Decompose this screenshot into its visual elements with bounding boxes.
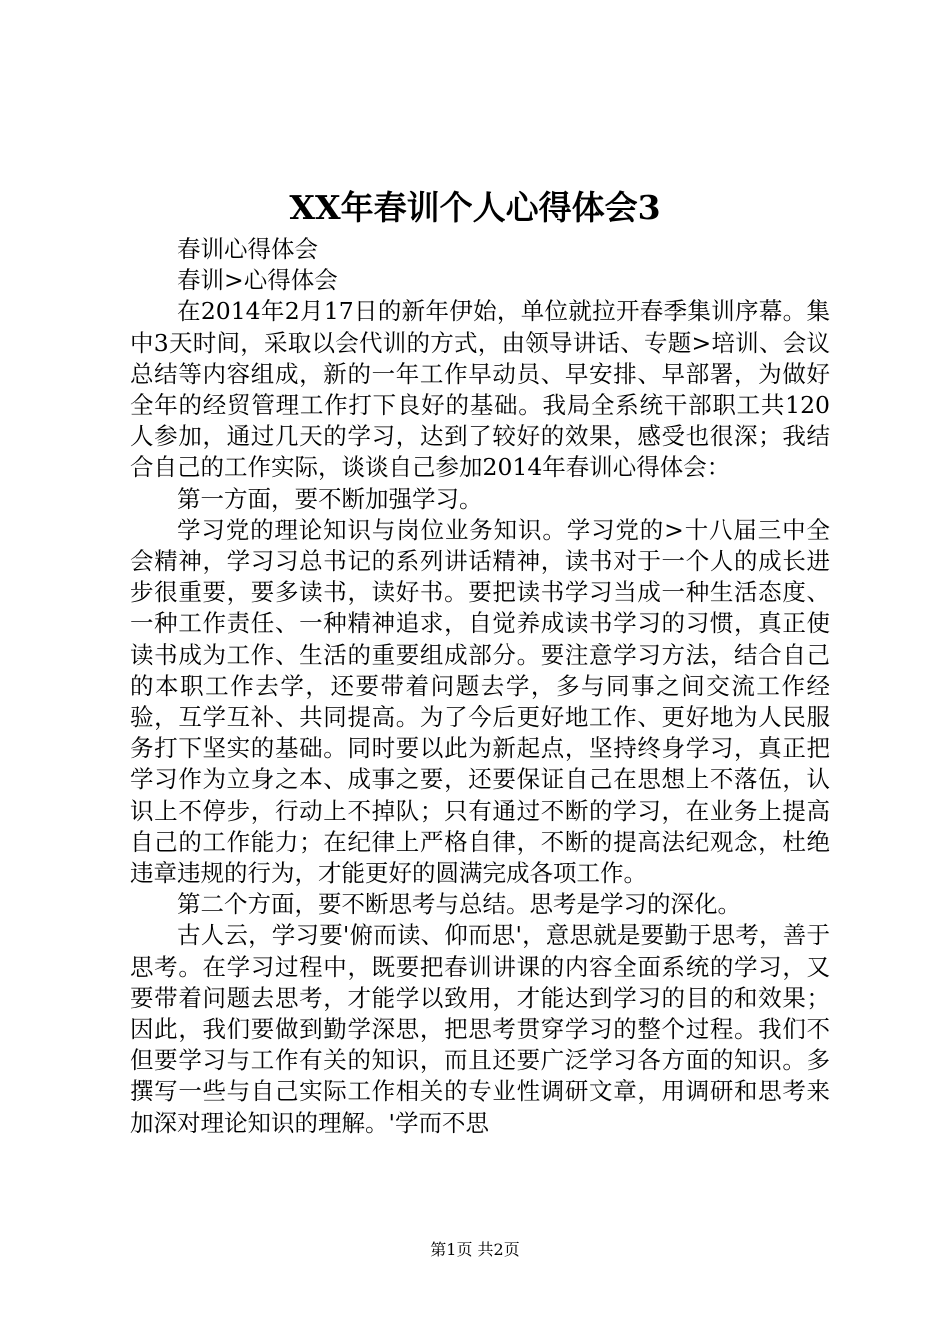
paragraph: 古人云，学习要'俯而读、仰而思'，意思就是要勤于思考，善于思考。在学习过程中，既要把春训讲课的内容全面系统的学习，又要带着问题去思考，才能学以致用，才能达到学习的目的和效果；因此，我们要做到勤学深思，把思考贯穿学习的整个过程。我们不但要学习与工作有关的知识，而且还要广泛学习各方面的知识。多撰写一些与自己实际工作相关的专业性调研文章，用调研和思考来加深对理论知识的理解。'学而不思	[130, 921, 830, 1137]
document-body	[130, 234, 830, 1139]
document-title: XX年春训个人心得体会3	[289, 188, 661, 227]
paragraph: 春训心得体会	[177, 235, 318, 263]
paragraph: 在2014年2月17日的新年伊始，单位就拉开春季集训序幕。集中3天时间，采取以会代训的方式，由领导讲话、专题>培训、会议总结等内容组成，新的一年工作早动员、早安排、早部署，为做好全年的经贸管理工作打下良好的基础。我局全系统干部职工共120人参加，通过几天的学习，达到了较好的效果，感受也很深；我结合自己的工作实际，谈谈自己参加2014年春训心得体会：	[130, 297, 830, 482]
paragraph: 第二个方面，要不断思考与总结。思考是学习的深化。	[177, 890, 741, 919]
paragraph: 学习党的理论知识与岗位业务知识。学习党的>十八届三中全会精神，学习习总书记的系列讲话精神，读书对于一个人的成长进步很重要，要多读书，读好书。要把读书学习当成一种生活态度、一种工作责任、一种精神追求，自觉养成读书学习的习惯，真正使读书成为工作、生活的重要组成部分。要注意学习方法，结合自己的本职工作去学，还要带着问题去学，多与同事之间交流工作经验，互学互补、共同提高。为了今后更好地工作、更好地为人民服务打下坚实的基础。同时要以此为新起点，坚持终身学习，真正把学习作为立身之本、成事之要，还要保证自己在思想上不落伍，认识上不停步，行动上不掉队；只有通过不断的学习，在业务上提高自己的工作能力；在纪律上严格自律，不断的提高法纪观念，杜绝违章违规的行为，才能更好的圆满完成各项工作。	[130, 515, 830, 888]
page-number-footer: 第1页 共2页	[430, 1240, 520, 1259]
paragraph: 第一方面，要不断加强学习。	[177, 484, 483, 513]
paragraph: 春训>心得体会	[177, 266, 338, 295]
